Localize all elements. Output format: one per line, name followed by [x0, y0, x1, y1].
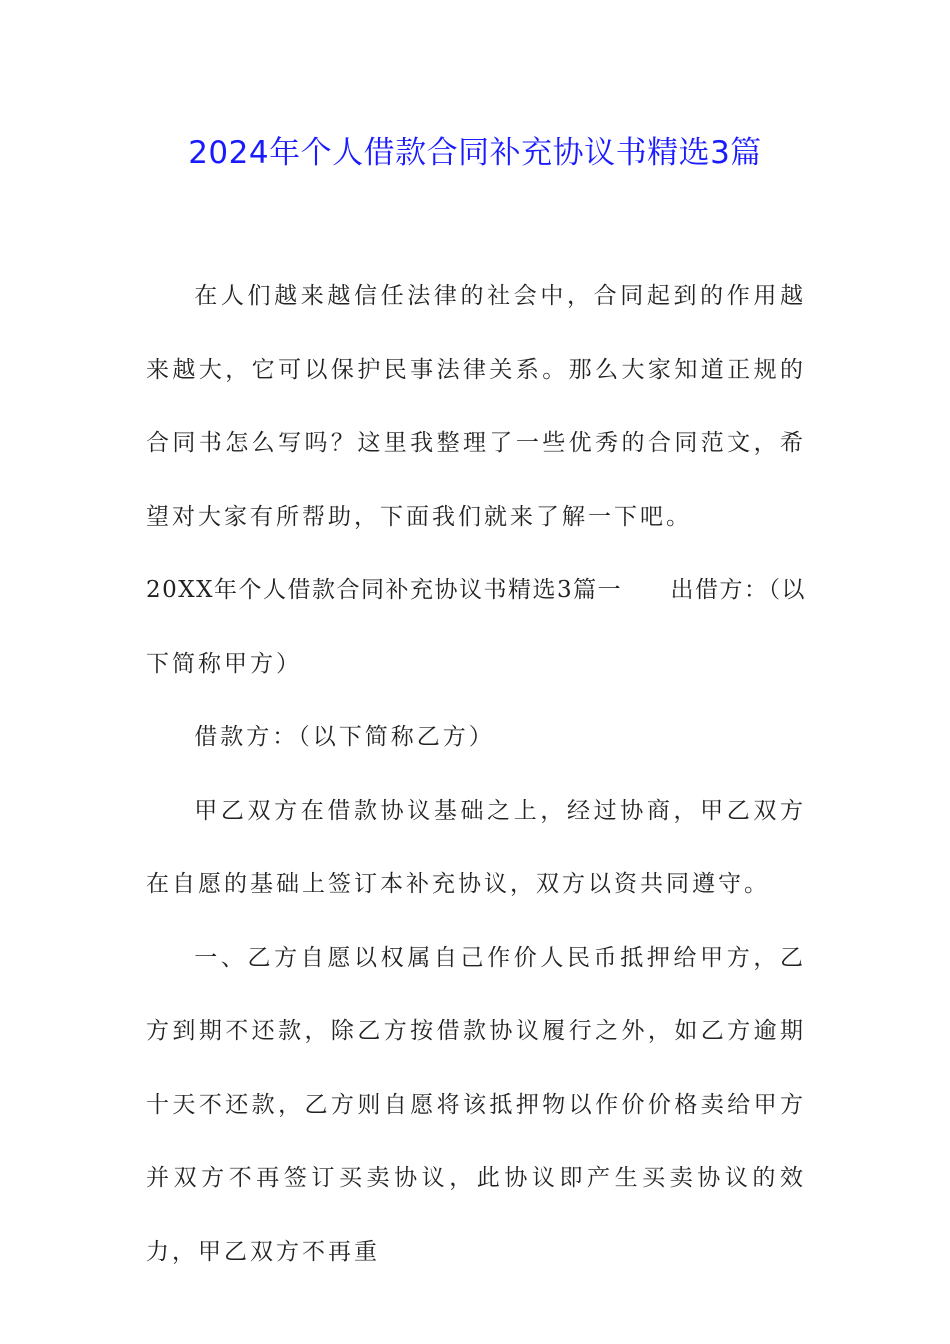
section-heading-line: [146, 554, 806, 628]
lender-label: 出借方：（以: [670, 577, 806, 603]
borrower-line: 借款方：（以下简称乙方）: [194, 724, 495, 750]
section-heading: 20XX年个人借款合同补充协议书精选3篇一: [146, 577, 623, 603]
clause-1-paragraph: 一、乙方自愿以权属自己作价人民币抵押给甲方，乙方到期不还款，除乙方按借款协议履行之外，如乙方逾期十天不还款，乙方则自愿将该抵押物以作价价格卖给甲方并双方不再签订买卖协议，此协议即产生买卖协议的效力，甲乙双方不再重: [146, 944, 806, 1265]
intro-paragraph: 在人们越来越信任法律的社会中，合同起到的作用越来越大，它可以保护民事法律关系。那么大家知道正规的合同书怎么写吗？这里我整理了一些优秀的合同范文，希望对大家有所帮助，下面我们就来了解一下吧。: [146, 283, 806, 530]
document-title: 2024年个人借款合同补充协议书精选3篇: [188, 135, 762, 171]
agreement-paragraph: 甲乙双方在借款协议基础之上，经过协商，甲乙双方在自愿的基础上签订本补充协议，双方以资共同遵守。: [146, 797, 806, 897]
lender-continuation: 下简称甲方）: [146, 650, 302, 677]
document-body: [146, 260, 806, 1289]
